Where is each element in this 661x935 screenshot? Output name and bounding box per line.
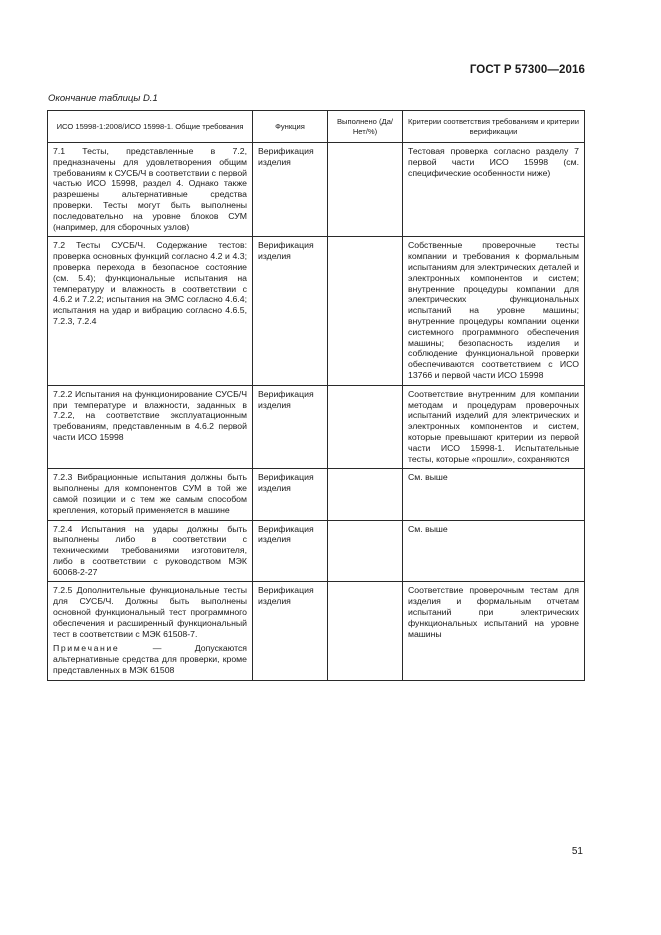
- function-cell: Верификация изделия: [253, 237, 328, 385]
- note-paragraph: [53, 643, 247, 675]
- done-cell: [328, 582, 403, 680]
- function-cell: Верификация изделия: [253, 582, 328, 680]
- requirement-cell: 7.2.4 Испытания на удары должны быть выполнены либо в соответствии с техническими требованиями изготовителя, либо в соответствии с руководством МЭК 60068-2-27: [48, 520, 253, 582]
- done-cell: [328, 385, 403, 469]
- note-text: — Допускаются альтернативные средства для проверки, кроме представленных в МЭК 61508: [53, 643, 247, 676]
- criteria-cell: Собственные проверочные тесты компании и требования к формальным испытаниям для электрических деталей и электронных компонентов и систем; внутренние процедуры компании для электрических функциональных испытаний на уровне машины; внутренние процедуры компании оценки системного программного обеспечения машины; безопасность изделия и соблюдение функциональной проверки обеспечиваются соответствием с ИСО 13766 и первой части ИСО 15998: [403, 237, 585, 385]
- requirement-cell: 7.1 Тесты, представленные в 7.2, предназначены для удовлетворения общим требованиям к СУСБ/Ч в соответствии с первой частью ИСО 15998, раздел 4. Однако также разрешены альтернативные средства проверки. Тесты могут быть выполнены последовательно на уровне блоков СУМ (например, для сборочных узлов): [48, 143, 253, 237]
- function-cell: Верификация изделия: [253, 520, 328, 582]
- table-row: [48, 143, 585, 237]
- column-header-function: Функция: [253, 111, 328, 143]
- page-number: 51: [571, 846, 583, 857]
- function-cell: Верификация изделия: [253, 385, 328, 469]
- table-row: [48, 582, 585, 680]
- criteria-cell: Соответствие внутренним для компании методам и процедурам проверочных испытаний изделий для электрических и электронных компонентов и систем, которые превышают критерии из первой части ИСО 15998-1. Испытательные тесты, которые «прошли», сохраняются: [403, 385, 585, 469]
- column-header-criteria: Критерии соответствия требованиям и критерии верификации: [403, 111, 585, 143]
- table-caption: Окончание таблицы D.1: [48, 93, 158, 104]
- done-cell: [328, 237, 403, 385]
- document-code: ГОСТ Р 57300—2016: [469, 64, 585, 76]
- done-cell: [328, 469, 403, 520]
- criteria-cell: Соответствие проверочным тестам для изделия и формальным отчетам испытаний при электрических функциональных испытаний на уровне машины: [403, 582, 585, 680]
- done-cell: [328, 143, 403, 237]
- requirements-table: [47, 110, 585, 681]
- column-header-requirements: ИСО 15998-1:2008/ИСО 15998-1. Общие требования: [48, 111, 253, 143]
- table-row: [48, 469, 585, 520]
- requirement-cell: [48, 582, 253, 680]
- done-cell: [328, 520, 403, 582]
- table-row: [48, 385, 585, 469]
- note-label: Примечание: [53, 643, 120, 654]
- function-cell: Верификация изделия: [253, 143, 328, 237]
- criteria-cell: Тестовая проверка согласно разделу 7 первой части ИСО 15998 (см. специфические особенности ниже): [403, 143, 585, 237]
- function-cell: Верификация изделия: [253, 469, 328, 520]
- table-row: [48, 520, 585, 582]
- criteria-cell: См. выше: [403, 520, 585, 582]
- requirement-cell: 7.2.2 Испытания на функционирование СУСБ/Ч при температуре и влажности, заданных в 7.2.2, на соответствие эксплуатационным требованиям, представленным в 4.6.2 первой части ИСО 15998: [48, 385, 253, 469]
- requirement-cell: 7.2 Тесты СУСБ/Ч. Содержание тестов: проверка основных функций согласно 4.2 и 4.3; проверка перехода в безопасное состояние (см. 5.4); функциональные испытания на температуру и влажность в соответствии с 4.6.2 и 7.2.2; испытания на ЭМС согласно 4.6.4; испытания на удар и вибрацию согласно 4.6.5, 7.2.3, 7.2.4: [48, 237, 253, 385]
- column-header-done: Выполнено (Да/Нет/%): [328, 111, 403, 143]
- requirement-cell: 7.2.3 Вибрационные испытания должны быть выполнены для компонентов СУМ в той же самой позиции и с тем же самым способом крепления, который применяется в машине: [48, 469, 253, 520]
- table-row: [48, 237, 585, 385]
- table-header-row: [48, 111, 585, 143]
- criteria-cell: См. выше: [403, 469, 585, 520]
- requirement-text: 7.2.5 Дополнительные функциональные тесты для СУСБ/Ч. Должны быть выполнены основной функциональный тест программного обеспечения и расширенный функциональный тест в соответствии с МЭК 61508-7.: [53, 585, 247, 639]
